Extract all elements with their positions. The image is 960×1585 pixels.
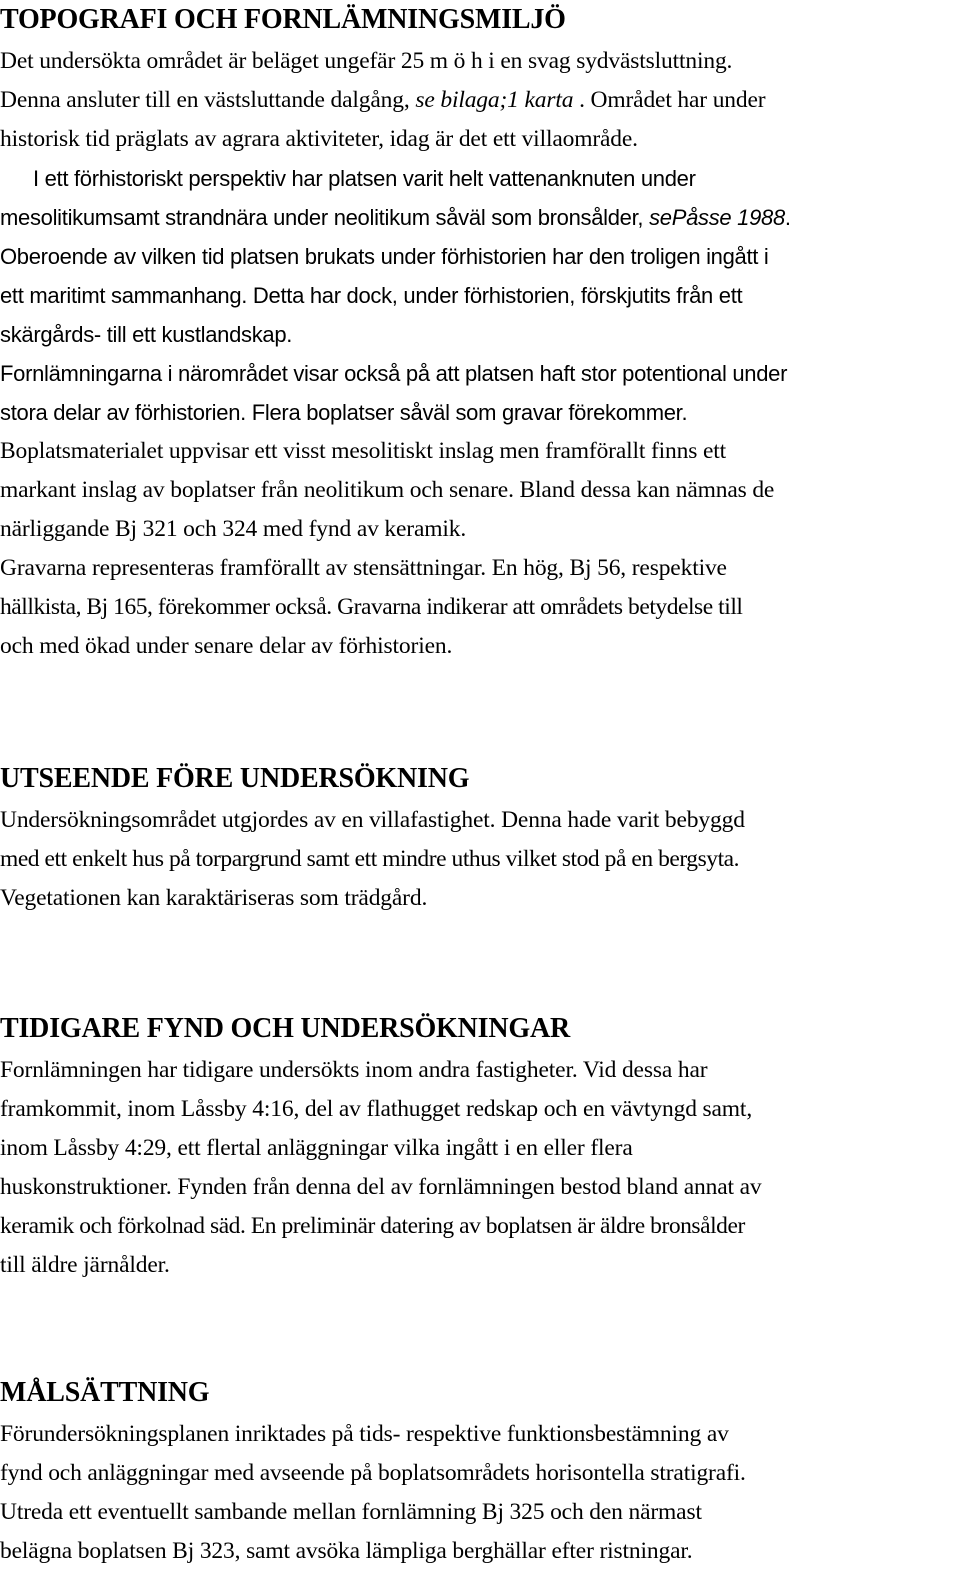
text-line: Undersökningsområdet utgjordes av en villafastighet. Denna hade varit bebyggd [0,807,745,833]
text-line: Gravarna representeras framförallt av stensättningar. En hög, Bj 56, respektive [0,555,727,581]
text-line [0,198,955,237]
section-malsattning [0,1376,955,1571]
text-line: Boplatsmaterialet uppvisar ett visst mesolitiskt inslag men framförallt finns ett [0,438,727,464]
text-line: Förundersökningsplanen inriktades på tids- respektive funktionsbestämning av [0,1421,729,1447]
text-line: Utreda ett eventuellt sambande mellan fornlämning Bj 325 och den närmast [0,1499,702,1525]
section-tidigare-fynd [0,1012,955,1285]
text-line: hällkista, Bj 165, förekommer också. Gravarna indikerar att områdets betydelse till [0,594,743,620]
text-line: Vegetationen kan karaktäriseras som trädgård. [0,885,428,911]
text-run: mesolitikumsamt strandnära under neolitikum såväl som bronsålder, [0,205,650,230]
text-line: Det undersökta området är beläget ungefär 25 m ö h i en svag sydvästsluttning. [0,48,733,74]
text-line: ett maritimt sammanhang. Detta har dock, under förhistorien, förskjutits från ett [0,283,743,308]
text-line: närliggande Bj 321 och 324 med fynd av keramik. [0,516,467,542]
text-line: huskonstruktioner. Fynden från denna del av fornlämningen bestod bland annat av [0,1174,762,1200]
section-utseende [0,762,955,918]
text-run: . Området har under [573,87,766,113]
text-line: Oberoende av vilken tid platsen brukats under förhistorien har den troligen ingått i [0,244,769,269]
heading-utseende: UTSEENDE FÖRE UNDERSÖKNING [0,763,470,794]
text-run: Denna ansluter till en västsluttande dalgång, [0,87,416,113]
paragraph-utseende [0,801,955,918]
text-line: och med ökad under senare delar av förhistorien. [0,633,453,659]
paragraph-tidigare-fynd [0,1051,955,1285]
heading-malsattning: MÅLSÄTTNING [0,1377,210,1408]
text-line: framkommit, inom Låssby 4:16, del av flathugget redskap och en vävtyngd samt, [0,1096,753,1122]
text-line: stora delar av förhistorien. Flera boplatser såväl som gravar förekommer. [0,400,688,425]
text-line: till äldre järnålder. [0,1252,170,1278]
literature-reference: sePåsse 1988 [649,205,785,230]
text-line: keramik och förkolnad säd. En preliminär datering av boplatsen är äldre bronsålder [0,1213,745,1239]
text-run: . [784,205,791,230]
text-line: inom Låssby 4:29, ett flertal anläggningar vilka ingått i en eller flera [0,1135,633,1161]
heading-topografi: TOPOGRAFI OCH FORNLÄMNINGSMILJÖ [0,4,566,35]
text-line: med ett enkelt hus på torpargrund samt ett mindre uthus vilket stod på en bergsyta. [0,846,740,872]
paragraph-malsattning [0,1415,955,1571]
text-line: I ett förhistoriskt perspektiv har platsen varit helt vattenanknuten under [33,166,696,191]
text-line: skärgårds- till ett kustlandskap. [0,322,293,347]
text-line: Fornlämningen har tidigare undersökts inom andra fastigheter. Vid dessa har [0,1057,708,1083]
text-line: markant inslag av boplatser från neolitikum och senare. Bland dessa kan nämnas de [0,477,775,503]
text-line: fynd och anläggningar med avseende på boplatsområdets horisontella stratigrafi. [0,1460,746,1486]
paragraph-topografi [0,42,955,666]
text-line [0,81,955,120]
map-reference: se bilaga;1 karta [415,87,574,113]
heading-tidigare-fynd: TIDIGARE FYND OCH UNDERSÖKNINGAR [0,1013,570,1044]
text-line: belägna boplatsen Bj 323, samt avsöka lämpliga berghällar efter ristningar. [0,1538,693,1564]
text-line: Fornlämningarna i närområdet visar också på att platsen haft stor potentional under [0,361,788,386]
section-topografi [0,3,955,666]
text-line: historisk tid präglats av agrara aktiviteter, idag är det ett villaområde. [0,126,638,152]
